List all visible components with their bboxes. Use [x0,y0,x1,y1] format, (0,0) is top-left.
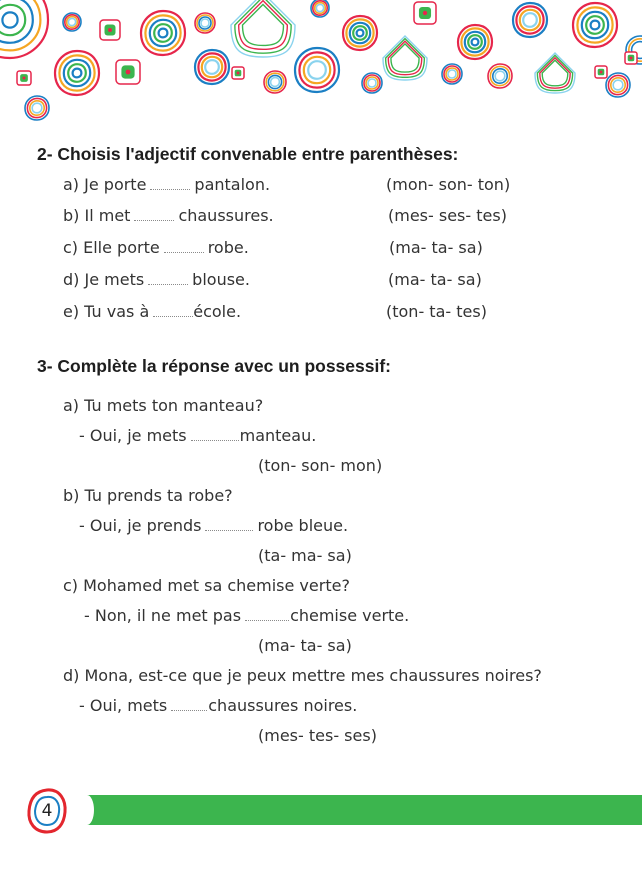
item-text: manteau. [239,426,317,445]
decorative-ring [458,25,492,59]
decorative-ring [195,13,215,33]
exercise2-item-d [63,270,250,289]
exercise3-question-b: b) Tu prends ta robe? [63,486,233,505]
item-text: e) Tu vas à [63,302,150,321]
exercise3-options-d: (mes- tes- ses) [258,726,377,745]
exercise3-question-d: d) Mona, est-ce que je peux mettre mes chaussures noires? [63,666,542,685]
decorative-ring [205,60,219,74]
exercise3-options-a: (ton- son- mon) [258,456,383,475]
decorative-ring [63,13,81,31]
decorative-ring [448,70,456,78]
decorative-ring [264,71,286,93]
item-text: b) Il met [63,206,131,225]
exercise3-answer-b [79,516,348,535]
decorative-ring [353,26,367,40]
decorative-ring [2,12,17,27]
footer-bar-notch [80,795,94,825]
decorative-dot [237,72,240,75]
decorative-dot [23,77,26,80]
decorative-ring [573,3,617,47]
decorative-ring [488,64,512,88]
decorative-ring [271,78,280,87]
decorative-dot [126,70,131,75]
item-text: chemise verte. [290,606,410,625]
answer-blank[interactable] [148,284,188,285]
decorative-ring [442,64,462,84]
item-text: - Oui, je mets [79,426,187,445]
decorative-ring [201,19,209,27]
decorative-ring [495,71,505,81]
item-text: blouse. [192,270,250,289]
decorative-ring [513,3,547,37]
item-text: a) Je porte [63,175,147,194]
decorative-ring [55,51,99,95]
decorative-dot [108,28,112,32]
decorative-ring [295,48,339,92]
item-text: pantalon. [194,175,271,194]
answer-blank[interactable] [153,316,193,317]
decorative-ring [25,96,49,120]
exercise2-options-e: (ton- ta- tes) [386,302,487,321]
answer-blank[interactable] [134,220,174,221]
item-text: c) Elle porte [63,238,160,257]
item-text: - Oui, mets [79,696,168,715]
answer-blank[interactable] [205,530,253,531]
decorative-dot [423,11,427,15]
decorative-ring [613,80,623,90]
page-number: 4 [41,801,53,821]
decorative-ring [68,18,75,25]
exercise2-item-e [63,302,241,321]
exercise3-answer-d [79,696,357,715]
item-text: robe. [207,238,249,257]
decorative-dot [630,57,633,60]
exercise3-answer-c [84,606,409,625]
exercise2-item-c [63,238,249,257]
decorative-ring [0,5,25,35]
decorative-ring [472,39,479,46]
decorative-ring [523,13,537,27]
decorative-ring [468,35,482,49]
exercise3-options-c: (ma- ta- sa) [258,636,352,655]
answer-blank[interactable] [150,189,190,190]
answer-blank[interactable] [171,710,207,711]
exercise3-answer-a [79,426,316,445]
decorative-ring [73,69,82,78]
exercise2-options-c: (ma- ta- sa) [389,238,483,257]
decorative-drop [388,41,421,74]
item-text: d) Je mets [63,270,145,289]
decorative-ring [308,61,326,79]
decorative-drop [540,58,570,88]
decorative-ring [159,29,168,38]
decorative-ring [357,30,364,37]
decorative-circles-header [0,0,642,130]
exercise3-question-c: c) Mohamed met sa chemise verte? [63,576,350,595]
exercise2-options-a: (mon- son- ton) [386,175,511,194]
decorative-ring [195,50,229,84]
decorative-ring [154,24,172,42]
decorative-ring [606,73,630,97]
decorative-ring [32,103,42,113]
decorative-ring [141,11,185,55]
item-text: chaussures noires. [208,696,358,715]
decorative-ring [343,16,377,50]
item-text: - Oui, je prends [79,516,202,535]
decorative-dot [600,71,603,74]
item-text: école. [193,302,242,321]
exercise2-options-b: (mes- ses- tes) [388,206,507,225]
exercise3-question-a: a) Tu mets ton manteau? [63,396,264,415]
answer-blank[interactable] [164,252,204,253]
decorative-ring [368,79,376,87]
answer-blank[interactable] [245,620,289,621]
decorative-drop [231,0,295,57]
decorative-ring [591,21,600,30]
decorative-ring [316,4,323,11]
answer-blank[interactable] [191,440,239,441]
decorative-ring [362,73,382,93]
item-text: chaussures. [178,206,274,225]
exercise2-item-a [63,175,270,194]
item-text: robe bleue. [257,516,349,535]
decorative-ring [68,64,86,82]
footer-green-bar [84,795,642,825]
exercise2-item-b [63,206,274,225]
exercise3-title: 3- Complète la réponse avec un possessif: [37,356,392,376]
decorative-ring [586,16,604,34]
decorative-drop [239,1,288,50]
item-text: - Non, il ne met pas [84,606,242,625]
exercise2-title: 2- Choisis l'adjectif convenable entre parenthèses: [37,144,459,164]
exercise2-options-d: (ma- ta- sa) [388,270,482,289]
exercise3-options-b: (ta- ma- sa) [258,546,352,565]
